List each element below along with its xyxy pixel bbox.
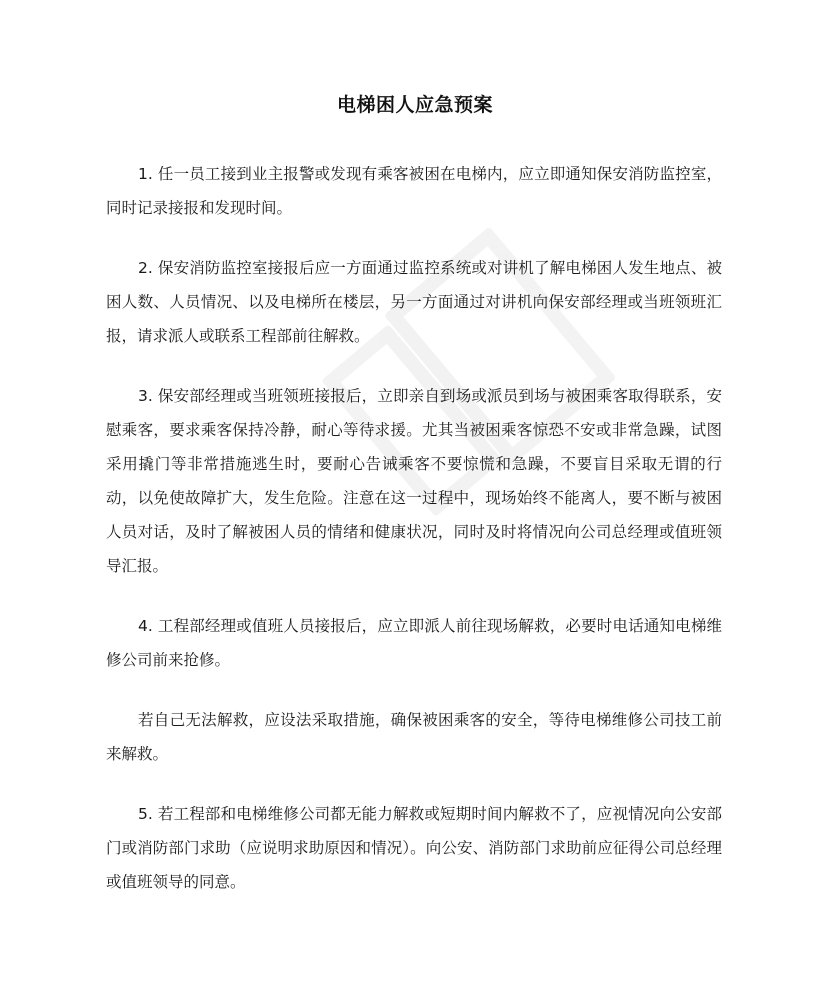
paragraph-2: 2. 保安消防监控室接报后应一方面通过监控系统或对讲机了解电梯困人发生地点、被困人数、人员情况、以及电梯所在楼层，另一方面通过对讲机向保安部经理或当班领班汇报，请求派人或联系工程部前往解救。 bbox=[106, 259, 722, 345]
paragraph-3: 3. 保安部经理或当班领班接报后，立即亲自到场或派员到场与被困乘客取得联系，安慰乘客，要求乘客保持冷静，耐心等待求援。尤其当被困乘客惊恐不安或非常急躁，试图采用撬门等非常措施逃生时，要耐心告诫乘客不要惊慌和急躁，不要盲目采取无谓的行动，以免使故障扩大，发生危险。注意在这一过程中，现场始终不能离人，要不断与被困人员对话，及时了解被困人员的情绪和健康状况，同时及时将情况向公司总经理或值班领导汇报。 bbox=[106, 387, 722, 575]
paragraph-1: 1. 任一员工接到业主报警或发现有乘客被困在电梯内，应立即通知保安消防监控室，同时记录接报和发现时间。 bbox=[106, 165, 722, 217]
paragraph-4-note: 若自己无法解救，应设法采取措施，确保被困乘客的安全，等待电梯维修公司技工前来解救。 bbox=[106, 711, 722, 763]
paragraph-4: 4. 工程部经理或值班人员接报后，应立即派人前往现场解救，必要时电话通知电梯维修公司前来抢修。 bbox=[106, 617, 722, 669]
paragraph-5: 5. 若工程部和电梯维修公司都无能力解救或短期时间内解救不了，应视情况向公安部门或消防部门求助（应说明求助原因和情况）。向公安、消防部门求助前应征得公司总经理或值班领导的同意。 bbox=[106, 805, 722, 891]
document-body bbox=[106, 157, 722, 925]
document-title: 电梯困人应急预案 bbox=[336, 94, 493, 116]
